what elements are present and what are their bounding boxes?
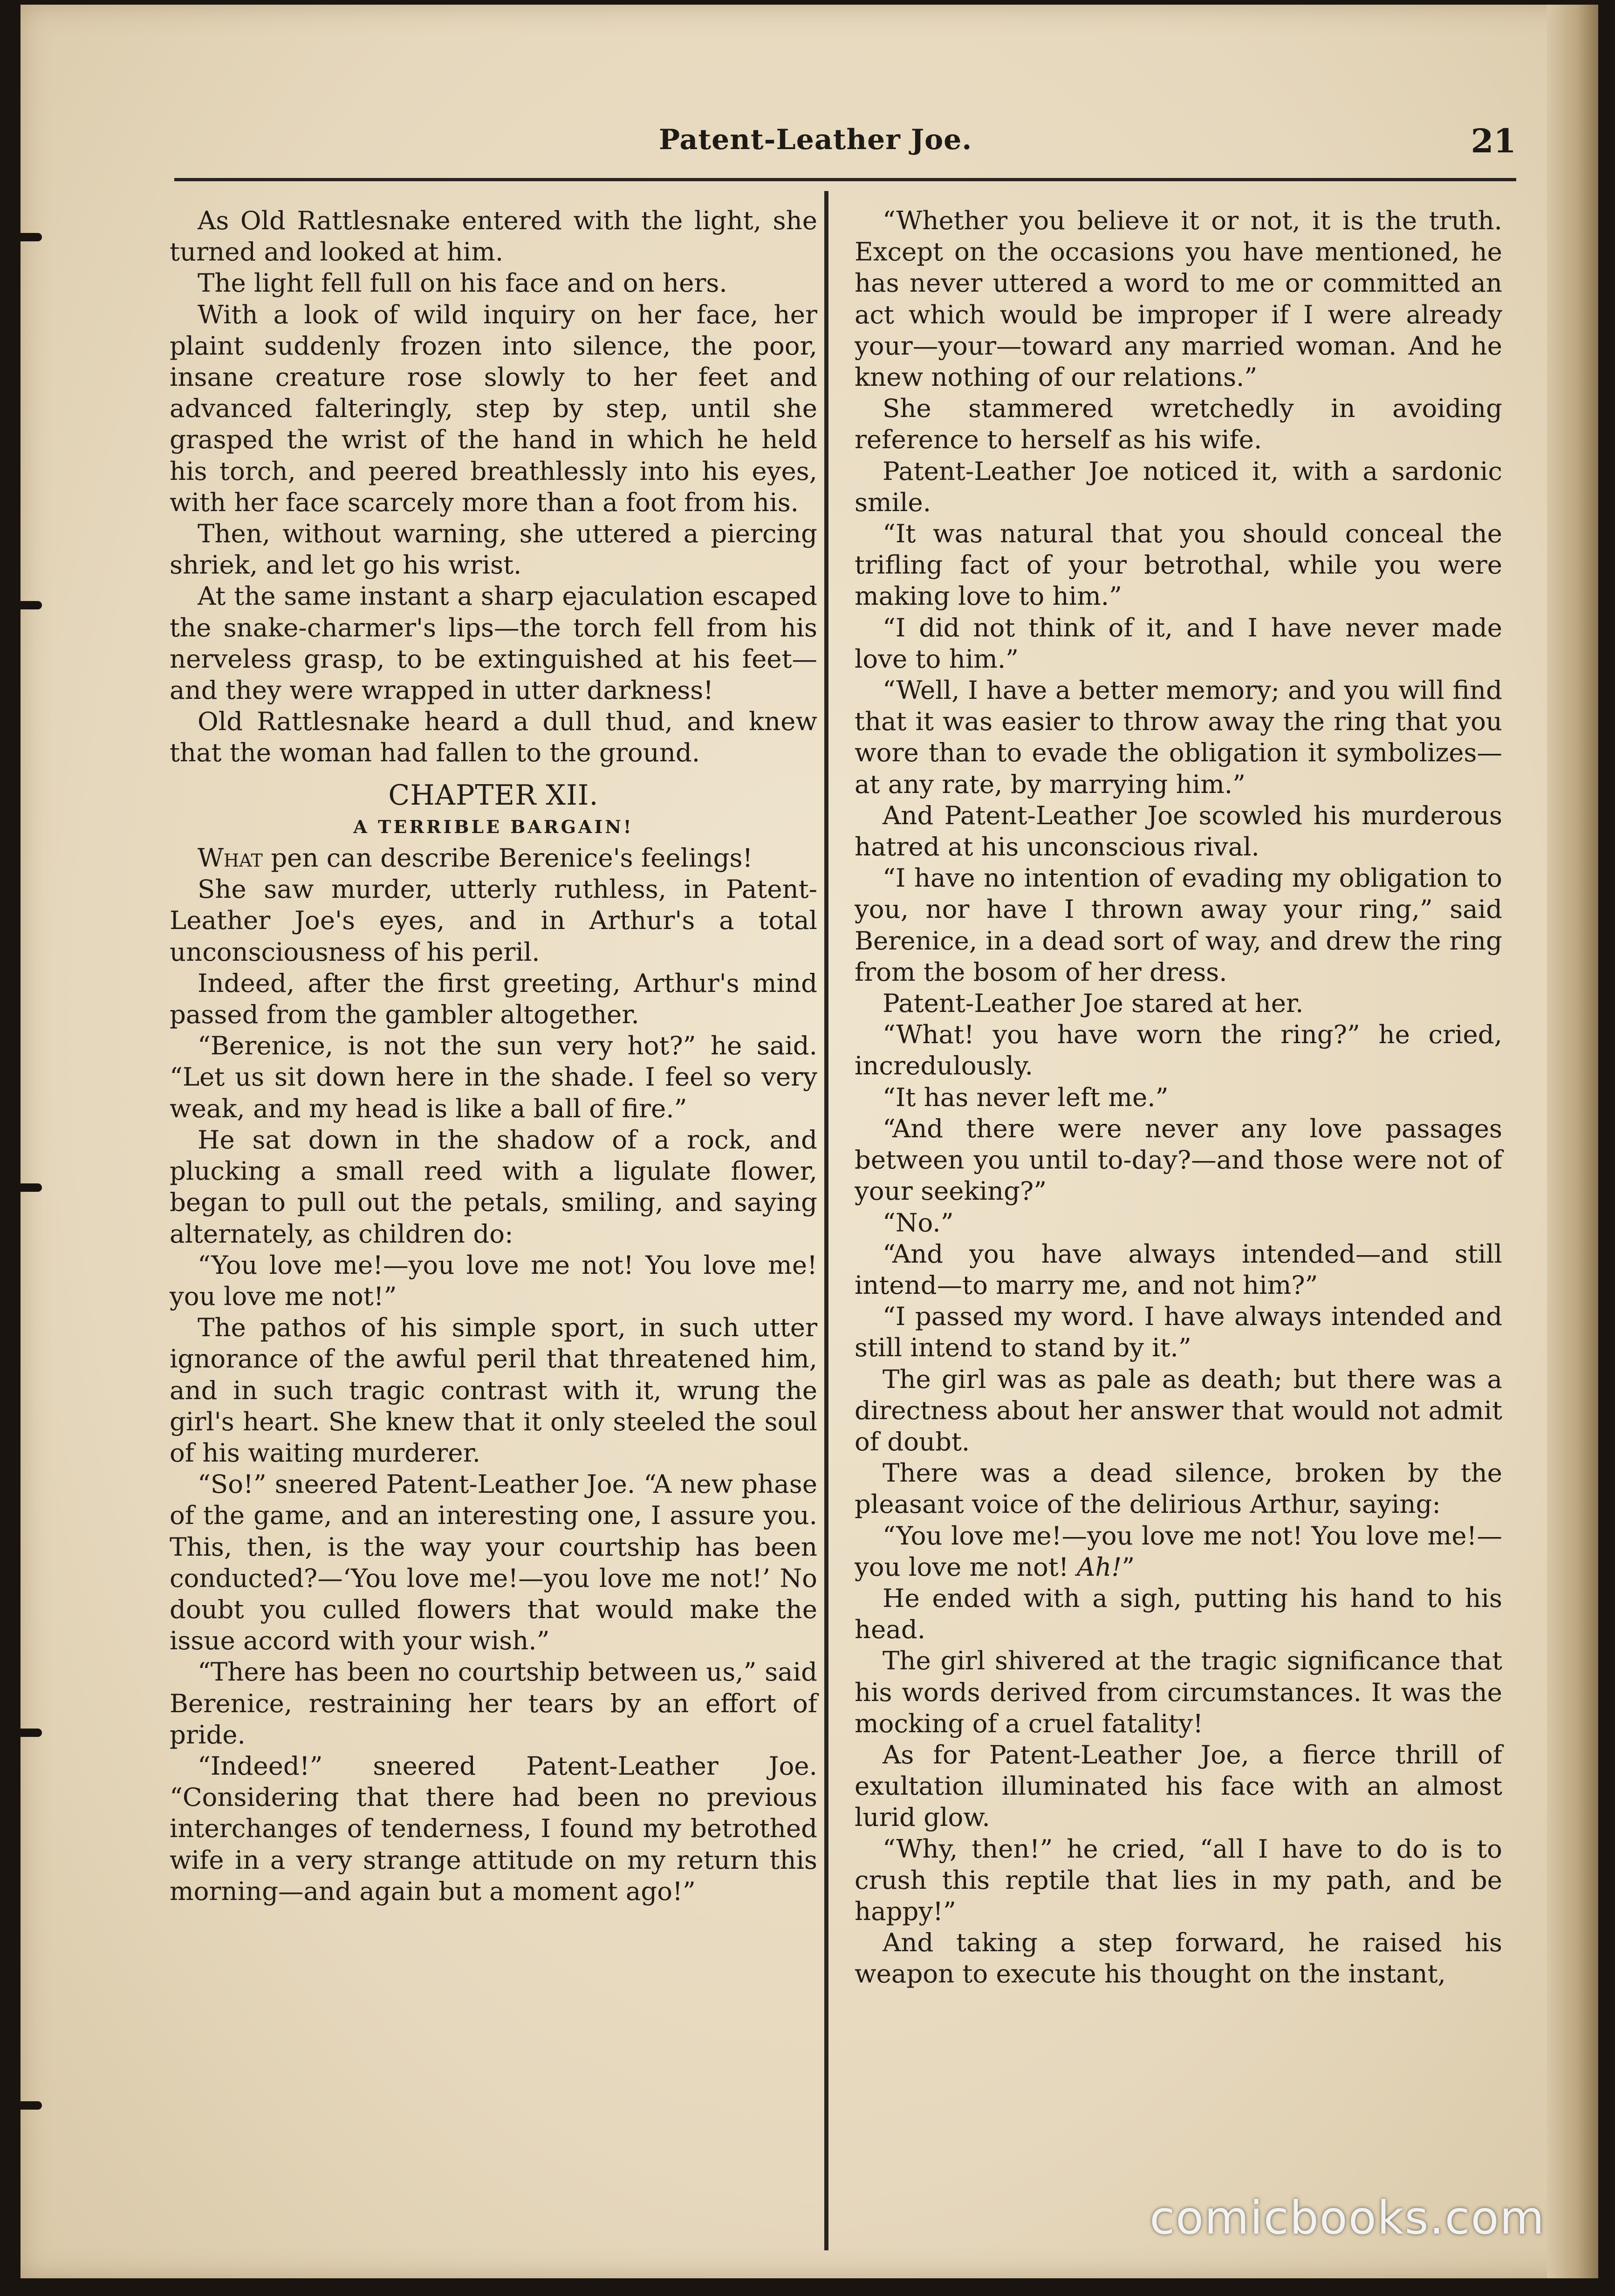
paragraph — [855, 1520, 1502, 1583]
paragraph: “It was natural that you should conceal the trifling fact of your betrothal, while you were making love to him.” — [855, 519, 1502, 611]
paragraph: Patent-Leather Joe stared at her. — [883, 988, 1304, 1018]
paragraph: “I passed my word. I have always intended and still intend to stand by it.” — [855, 1301, 1502, 1363]
drop-word: What — [198, 843, 263, 873]
paragraph: Then, without warning, she uttered a piercing shriek, and let go his wrist. — [170, 519, 817, 580]
quote-italic: Ah! — [1076, 1551, 1122, 1582]
paragraph: “So!” sneered Patent-Leather Joe. “A new phase of the game, and an interesting one, I assure you. This, then, is the way your courtship has been conducted?—‘You love me!—you love me not!’ No doubt you culled flowers that would make the issue accord with your wish.” — [170, 1469, 817, 1656]
right-column — [855, 205, 1502, 1990]
paragraph: And taking a step forward, he raised his weapon to execute his thought on the instant, — [855, 1927, 1502, 1989]
paragraph: He sat down in the shadow of a rock, and plucking a small reed with a ligulate flower, began to pull out the petals, smiling, and saying alternately, as children do: — [170, 1124, 817, 1249]
paragraph: She stammered wretchedly in avoiding reference to herself as his wife. — [855, 393, 1502, 455]
running-title: Patent-Leather Joe. — [659, 123, 972, 156]
paragraph: As Old Rattlesnake entered with the light, she turned and looked at him. — [170, 205, 817, 267]
running-header — [174, 123, 1516, 175]
paragraph-text: pen can describe Berenice's feelings! — [262, 843, 753, 873]
paragraph: “Well, I have a better memory; and you will find that it was easier to throw away the ring that you wore than to evade the obligation it symbolizes—at any rate, by marrying him.” — [855, 675, 1502, 799]
paragraph: “No.” — [883, 1207, 954, 1237]
paragraph: “Berenice, is not the sun very hot?” he said. “Let us sit down here in the shade. I feel so very weak, and my head is like a ball of fire.” — [170, 1031, 817, 1123]
paragraph: “What! you have worn the ring?” he cried, incredulously. — [855, 1019, 1502, 1081]
paragraph: Patent-Leather Joe noticed it, with a sardonic smile. — [855, 456, 1502, 517]
paragraph: “And there were never any love passages between you until to-day?—and those were not of your seeking?” — [855, 1113, 1502, 1206]
paragraph: The pathos of his simple sport, in such utter ignorance of the awful peril that threatened him, and in such tragic contrast with it, wrung the girl's heart. She knew that it only steeled the soul of his waiting murderer. — [170, 1312, 817, 1468]
paragraph: “And you have always intended—and still intend—to marry me, and not him?” — [855, 1238, 1502, 1300]
paragraph: “I did not think of it, and I have never made love to him.” — [855, 612, 1502, 674]
paragraph: “Why, then!” he cried, “all I have to do is to crush this reptile that lies in my path, and be happy!” — [855, 1833, 1502, 1926]
paragraph: As for Patent-Leather Joe, a fierce thrill of exultation illuminated his face with an almost lurid glow. — [855, 1739, 1502, 1832]
paragraph: “You love me!—you love me not! You love me! you love me not!” — [170, 1250, 817, 1311]
page-number: 21 — [1471, 122, 1516, 160]
paragraph: “It has never left me.” — [883, 1082, 1169, 1112]
paragraph: “I have no intention of evading my obligation to you, nor have I thrown away your ring,” said Berenice, in a dead sort of way, and drew the ring from the bosom of her dress. — [855, 863, 1502, 987]
paragraph: With a look of wild inquiry on her face, her plaint suddenly frozen into silence, the poor, insane creature rose slowly to her feet and advanced falteringly, step by step, until she grasped the wrist of the hand in which he held his torch, and peered breathlessly into his eyes, with her face scarcely more than a foot from his. — [170, 299, 817, 517]
chapter-subtitle: A TERRIBLE BARGAIN! — [353, 816, 634, 837]
paragraph: “Indeed!” sneered Patent-Leather Joe. “Considering that there had been no previous interchanges of tenderness, I found my betrothed wife in a very strange attitude on my return this morning—and again but a moment ago!” — [170, 1750, 817, 1906]
paragraph: The girl shivered at the tragic significance that his words derived from circumstances. It was the mocking of a cruel fatality! — [855, 1646, 1502, 1738]
paragraph: At the same instant a sharp ejaculation escaped the snake-charmer's lips—the torch fell from his nerveless grasp, to be extinguished at his feet—and they were wrapped in utter darkness! — [170, 581, 817, 705]
paragraph: Indeed, after the first greeting, Arthur's mind passed from the gambler altogether. — [170, 968, 817, 1030]
page-gutter — [1547, 5, 1598, 2278]
watermark: comicbooks.com — [1150, 2192, 1545, 2245]
header-rule — [174, 178, 1516, 181]
paragraph: He ended with a sigh, putting his hand to his head. — [855, 1583, 1502, 1645]
paragraph — [170, 842, 817, 874]
paragraph: There was a dead silence, broken by the pleasant voice of the delirious Arthur, saying: — [855, 1458, 1502, 1519]
paragraph: The light fell full on his face and on hers. — [198, 268, 727, 298]
paragraph: The girl was as pale as death; but there was a directness about her answer that would not admit of doubt. — [855, 1364, 1502, 1456]
chapter-heading: CHAPTER XII. — [388, 779, 599, 812]
paragraph: And Patent-Leather Joe scowled his murderous hatred at his unconscious rival. — [855, 800, 1502, 862]
paragraph: “There has been no courtship between us,” said Berenice, restraining her tears by an effort of pride. — [170, 1657, 817, 1749]
book-page — [21, 5, 1598, 2278]
paragraph: Old Rattlesnake heard a dull thud, and knew that the woman had fallen to the ground. — [170, 706, 817, 768]
column-divider — [824, 191, 828, 2250]
paragraph: “Whether you believe it or not, it is the truth. Except on the occasions you have mentioned, he has never uttered a word to me or committed an act which would be improper if I were already your—your—toward any married woman. And he knew nothing of our relations.” — [855, 205, 1502, 392]
paragraph: She saw murder, utterly ruthless, in Patent-Leather Joe's eyes, and in Arthur's a total unconsciousness of his peril. — [170, 874, 817, 967]
quote-close: ” — [1122, 1551, 1135, 1582]
left-column — [170, 205, 817, 1907]
quote-text: “You love me!—you love me not! You love me!—you love me not! — [855, 1520, 1502, 1582]
